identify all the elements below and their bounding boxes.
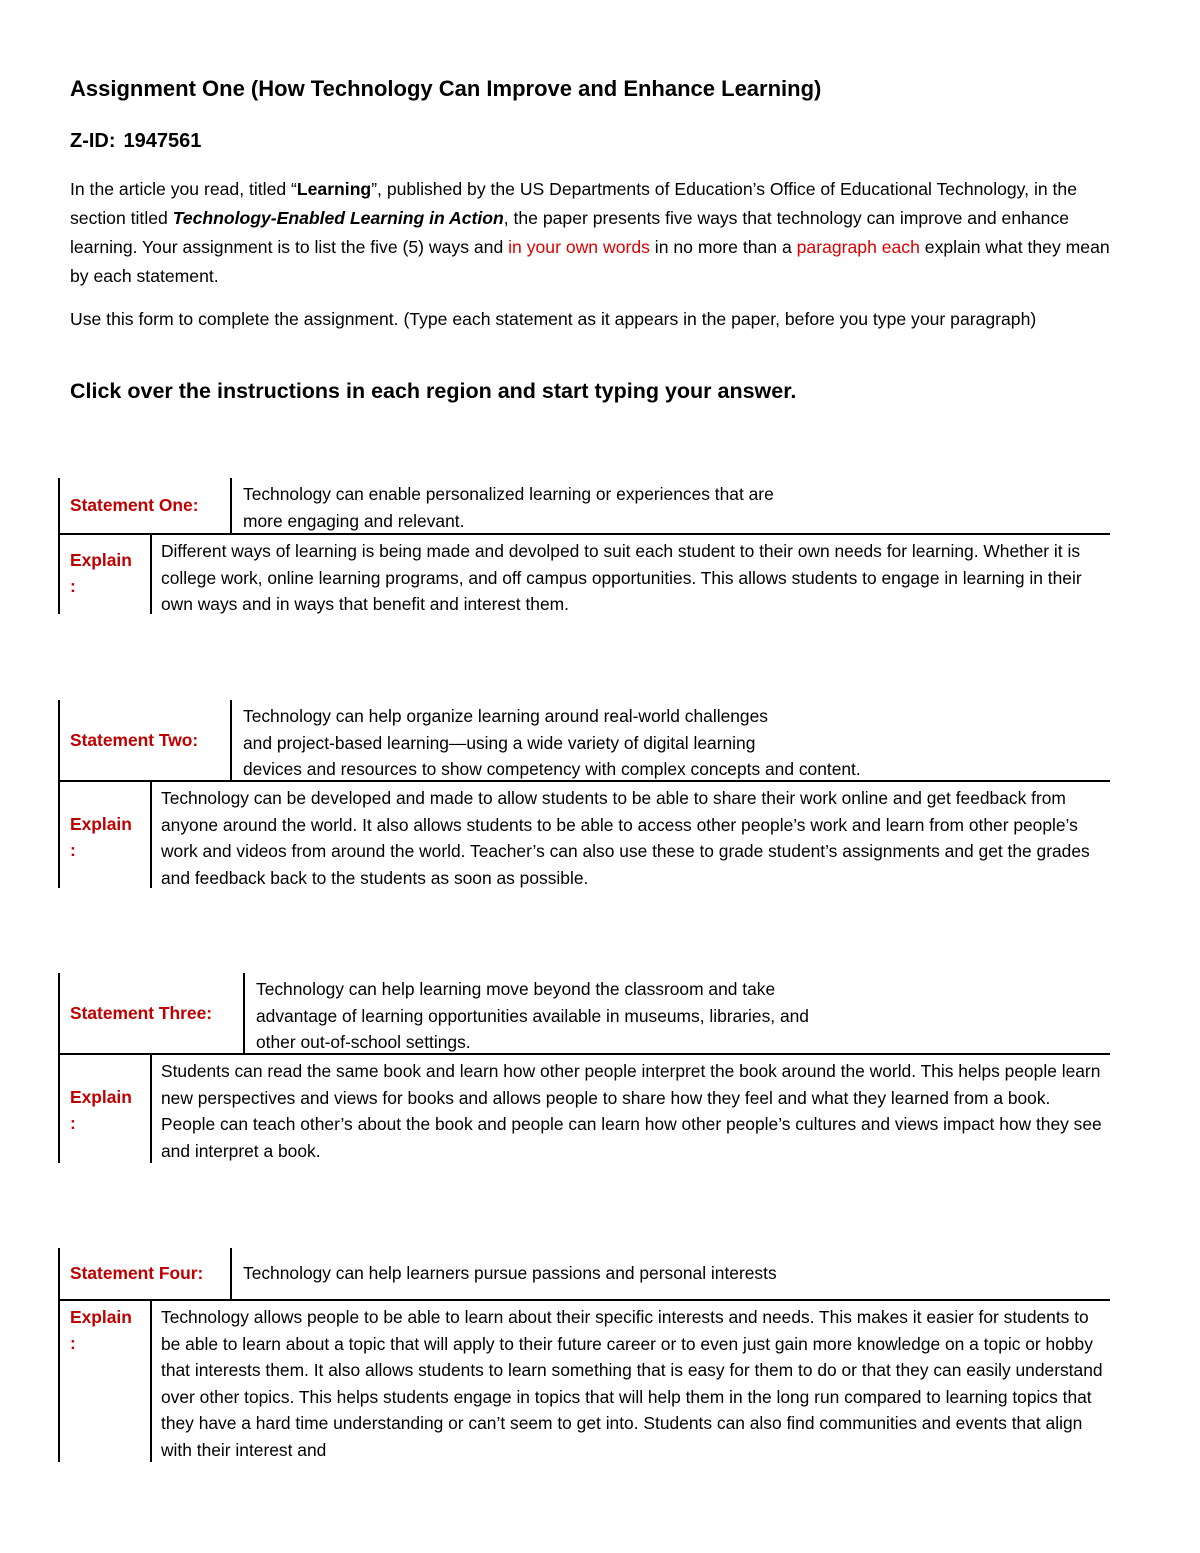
explain-label: Explain :	[58, 535, 152, 614]
emphasis-paragraph-each: paragraph each	[796, 237, 920, 257]
explain-text-field[interactable]: Technology allows people to be able to learn about their specific interests and needs. This makes it easier for students to be able to learn about a topic that will apply to their future career or to even just gain more knowledge on a topic or hobby that interests them. It also allows students to learn something that is easy for them to do or that they can easily understand over other topics. This helps students engage in topics that will help them in the long run compared to learning topics that they have a hard time understanding or can’t seem to get into. Students can also find communities and events that align with their interest and	[161, 1307, 1103, 1460]
text-run: explain what they mean by each statement.	[70, 237, 1110, 286]
statement-text: Technology can help learners pursue passions and personal interests	[243, 1263, 777, 1284]
instructions-paragraph	[70, 175, 1130, 291]
statement-table-1	[58, 478, 1110, 614]
statement-text: Technology can help organize learning around real-world challenges and project-based learning—using a wide variety of digital learning devices and resources to show competency with complex concepts and content.	[243, 706, 861, 779]
statement-label: Statement One:	[58, 478, 232, 533]
text-run: ”, published by the US Departments of Education’s Office of Educational Technology, in the section titled	[70, 179, 1077, 228]
page-title: Assignment One (How Technology Can Improve and Enhance Learning)	[70, 76, 822, 101]
explain-label: Explain :	[58, 1301, 152, 1462]
section-title: Technology-Enabled Learning in Action	[172, 208, 504, 228]
statement-table-2	[58, 700, 1110, 888]
explain-label: Explain :	[58, 782, 152, 888]
statement-text-field[interactable]	[232, 1248, 777, 1299]
zid-label: Z-ID:	[70, 130, 116, 152]
text-run: In the article you read, titled “	[70, 179, 297, 199]
explain-text-field[interactable]: Different ways of learning is being made and devolped to suit each student to their own needs for learning. Whether it is college work, online learning programs, and off campus opportunities. This allows students to engage in learning in their own ways and in ways that benefit and interest them.	[161, 541, 1082, 614]
explain-text-field[interactable]: Technology can be developed and made to allow students to be able to share their work online and get feedback from anyone around the world. It also allows students to be able to access other people’s work and learn from other people’s work and videos from around the world. Teacher’s can also use these to grade student’s assignments and get the grades and feedback back to the students as soon as possible.	[161, 788, 1090, 888]
explain-text-field[interactable]: Students can read the same book and learn how other people interpret the book around the world. This helps people learn new perspectives and views for books and allows people to share how they feel and what they learned from a book. People can teach other’s about the book and people can learn how other people’s cultures and views impact how they see and interpret a book.	[161, 1061, 1102, 1161]
statement-label: Statement Two:	[58, 700, 232, 780]
text-run: , the paper presents five ways that technology can improve and enhance learning. Your assignment is to list the five (5) ways and	[70, 208, 1070, 257]
emphasis-own-words: in your own words	[508, 237, 650, 257]
explain-row	[58, 535, 1110, 614]
click-instructions: Click over the instructions in each region and start typing your answer.	[70, 379, 797, 403]
explain-row	[58, 782, 1110, 888]
statement-label: Statement Three:	[58, 973, 245, 1053]
statement-row	[58, 1248, 1110, 1301]
text-run: in no more than a	[649, 237, 797, 257]
statement-row	[58, 478, 1110, 535]
explain-row	[58, 1301, 1110, 1462]
explain-row	[58, 1055, 1110, 1163]
form-instructions: Use this form to complete the assignment. (Type each statement as it appears in the paper, before you type your paragraph)	[70, 309, 1037, 329]
explain-label: Explain :	[58, 1055, 152, 1163]
statement-table-3	[58, 973, 1110, 1163]
zid-line	[70, 130, 201, 153]
statement-label: Statement Four:	[58, 1248, 232, 1299]
zid-value: 1947561	[123, 130, 202, 152]
statement-text-field[interactable]	[245, 973, 809, 1053]
article-title: Learning	[296, 179, 372, 199]
statement-row	[58, 700, 1110, 782]
statement-text: Technology can help learning move beyond the classroom and take advantage of learning opportunities available in museums, libraries, and other out-of-school settings.	[256, 979, 809, 1052]
statement-text-field[interactable]	[232, 478, 774, 533]
statement-table-4	[58, 1248, 1110, 1462]
statement-text: Technology can enable personalized learning or experiences that are more engaging and relevant.	[243, 484, 774, 531]
statement-row	[58, 973, 1110, 1055]
statement-text-field[interactable]	[232, 700, 861, 780]
